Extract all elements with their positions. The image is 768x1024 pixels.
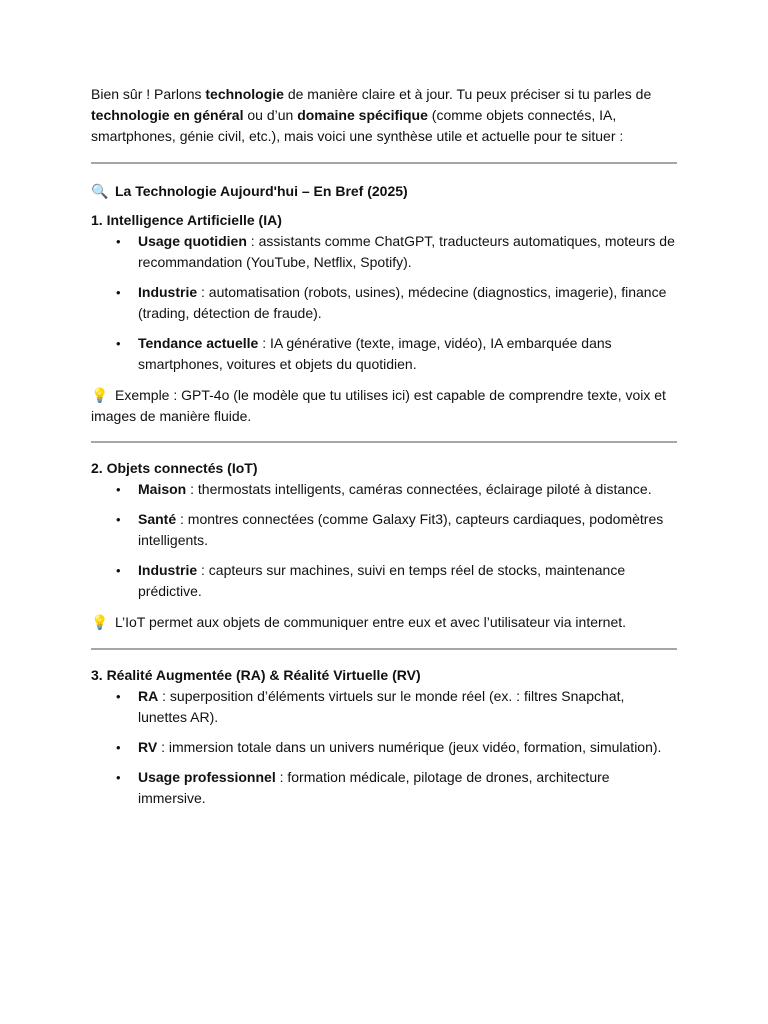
magnifier-icon: 🔍 xyxy=(91,183,109,199)
list-item xyxy=(91,509,677,551)
item-text: : superposition d’éléments virtuels sur le monde réel (ex. : filtres Snapchat, lunettes AR). xyxy=(138,688,625,725)
note-text: Exemple : GPT-4o (le modèle que tu utilises ici) est capable de comprendre texte, voix et images de manière fluide. xyxy=(91,387,666,424)
divider xyxy=(91,162,677,164)
bullet-icon: • xyxy=(116,770,121,785)
item-label: Industrie xyxy=(138,562,198,578)
list-item xyxy=(91,767,677,809)
section-title-iot: 2. Objets connectés (IoT) xyxy=(91,460,258,476)
item-label: Usage professionnel xyxy=(138,769,276,785)
bullet-icon: • xyxy=(116,512,121,527)
intro-bold-technologie: technologie xyxy=(205,86,284,102)
lightbulb-icon: 💡 xyxy=(91,614,109,630)
brief-title: La Technologie Aujourd'hui – En Bref (2025) xyxy=(115,183,408,199)
note-ia xyxy=(91,385,677,427)
bullet-icon: • xyxy=(116,563,121,578)
item-text: : formation médicale, pilotage de drones, architecture immersive. xyxy=(138,769,610,806)
item-text: : immersion totale dans un univers numérique (jeux vidéo, formation, simulation). xyxy=(157,739,662,755)
intro-bold-domaine: domaine spécifique xyxy=(297,107,428,123)
list-item xyxy=(91,560,677,602)
bullet-icon: • xyxy=(116,482,121,497)
intro-paragraph xyxy=(91,84,677,147)
item-label: RV xyxy=(138,739,158,755)
intro-text: Bien sûr ! Parlons xyxy=(91,86,206,102)
bullet-icon: • xyxy=(116,336,121,351)
bullet-icon: • xyxy=(116,285,121,300)
intro-bold-general: technologie en général xyxy=(91,107,244,123)
section-title-ia: 1. Intelligence Artificielle (IA) xyxy=(91,212,282,228)
bullet-list-ra-rv xyxy=(91,686,677,809)
list-item xyxy=(91,333,677,375)
intro-text: de manière claire et à jour. Tu peux préciser si tu parles de xyxy=(283,86,652,102)
list-item xyxy=(91,737,677,758)
intro-text: ou d’un xyxy=(243,107,298,123)
item-text: : automatisation (robots, usines), médecine (diagnostics, imagerie), finance (trading, détection de fraude). xyxy=(138,284,667,321)
bullet-list-ia xyxy=(91,231,677,375)
item-label: Maison xyxy=(138,481,187,497)
lightbulb-icon: 💡 xyxy=(91,387,109,403)
item-label: Tendance actuelle xyxy=(138,335,259,351)
item-text: : assistants comme ChatGPT, traducteurs automatiques, moteurs de recommandation (YouTube, Netflix, Spotify). xyxy=(138,233,675,270)
divider xyxy=(91,648,677,650)
list-item xyxy=(91,479,677,500)
item-text: : capteurs sur machines, suivi en temps réel de stocks, maintenance prédictive. xyxy=(138,562,626,599)
bullet-icon: • xyxy=(116,234,121,249)
divider xyxy=(91,441,677,443)
note-text: L’IoT permet aux objets de communiquer entre eux et avec l’utilisateur via internet. xyxy=(115,614,627,630)
brief-heading xyxy=(91,181,677,202)
bullet-icon: • xyxy=(116,740,121,755)
item-label: Santé xyxy=(138,511,177,527)
item-label: Usage quotidien xyxy=(138,233,247,249)
list-item xyxy=(91,231,677,273)
document-content xyxy=(91,84,677,809)
section-title-ra-rv: 3. Réalité Augmentée (RA) & Réalité Virtuelle (RV) xyxy=(91,667,421,683)
item-label: RA xyxy=(138,688,159,704)
item-text: : IA générative (texte, image, vidéo), IA embarquée dans smartphones, voitures et objets du quotidien. xyxy=(138,335,612,372)
item-text: : thermostats intelligents, caméras connectées, éclairage piloté à distance. xyxy=(186,481,652,497)
list-item xyxy=(91,686,677,728)
item-label: Industrie xyxy=(138,284,198,300)
bullet-icon: • xyxy=(116,689,121,704)
intro-text: (comme objets connectés, IA, smartphones, génie civil, etc.), mais voici une synthèse utile et actuelle pour te situer : xyxy=(91,107,624,144)
item-text: : montres connectées (comme Galaxy Fit3), capteurs cardiaques, podomètres intelligents. xyxy=(138,511,664,548)
list-item xyxy=(91,282,677,324)
bullet-list-iot xyxy=(91,479,677,602)
note-iot xyxy=(91,612,677,633)
